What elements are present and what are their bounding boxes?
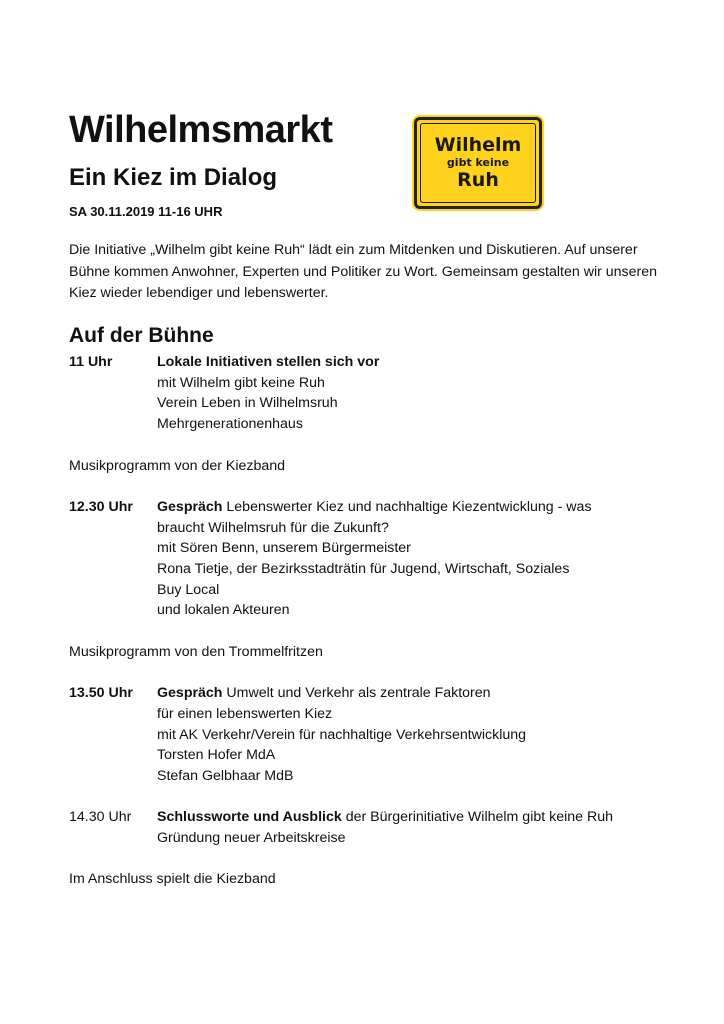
program-line: mit Wilhelm gibt keine Ruh bbox=[157, 374, 325, 391]
program-line: Stefan Gelbhaar MdB bbox=[157, 768, 294, 784]
program-line: Torsten Hofer MdA bbox=[157, 747, 276, 764]
event-date: SA 30.11.2019 11-16 UHR bbox=[69, 204, 223, 219]
program-headline bbox=[157, 807, 669, 828]
program-time: 14.30 Uhr bbox=[69, 809, 132, 826]
sign-line-1: Wilhelm bbox=[434, 133, 522, 156]
program-line: für einen lebenswerten Kiez bbox=[157, 705, 333, 722]
program-line: Mehrgenerationenhaus bbox=[157, 416, 303, 433]
program-headline bbox=[157, 352, 669, 373]
music-note: Musikprogramm von der Kiezband bbox=[69, 457, 286, 474]
program-details bbox=[157, 683, 669, 787]
program-item bbox=[69, 352, 669, 435]
program-lead: Schlussworte und Ausblick bbox=[157, 809, 342, 826]
program-line: Rona Tietje, der Bezirksstadträtin für Jugend, Wirtschaft, Soziales bbox=[157, 561, 570, 577]
music-note: Musikprogramm von den Trommelfritzen bbox=[69, 643, 323, 660]
page-subtitle: Ein Kiez im Dialog bbox=[69, 164, 278, 191]
program-details bbox=[157, 352, 669, 435]
program-line: und lokalen Akteuren bbox=[157, 602, 290, 619]
program-line: Gründung neuer Arbeitskreise bbox=[157, 830, 346, 847]
program-headline bbox=[157, 683, 669, 704]
section-heading: Auf der Bühne bbox=[69, 324, 214, 347]
program-item bbox=[69, 497, 669, 621]
program-line: mit AK Verkehr/Verein für nachhaltige Verkehrsentwicklung bbox=[157, 726, 527, 743]
closing-note: Im Anschluss spielt die Kiezband bbox=[69, 871, 276, 888]
program-line: braucht Wilhelmsruh für die Zukunft? bbox=[157, 519, 389, 536]
program-line: mit Sören Benn, unserem Bürgermeister bbox=[157, 540, 411, 557]
program-time: 12.30 Uhr bbox=[69, 498, 133, 515]
program-item bbox=[69, 683, 669, 787]
program-item bbox=[69, 807, 669, 848]
program-schedule bbox=[69, 352, 669, 890]
sign-line-3: Ruh bbox=[457, 169, 499, 192]
program-headline bbox=[157, 497, 669, 518]
page-title: Wilhelmsmarkt bbox=[69, 109, 333, 151]
program-lead-rest: der Bürgerinitiative Wilhelm gibt keine Ruh bbox=[341, 809, 614, 826]
program-lead: Gespräch bbox=[157, 685, 223, 702]
program-details bbox=[157, 807, 669, 848]
intro-paragraph: Die Initiative „Wilhelm gibt keine Ruh“ lädt ein zum Mitdenken und Diskutieren. Auf unserer Bühne kommen Anwohner, Experten und Politiker zu Wort. Gemeinsam gestalten wir unseren Kiez wieder lebendiger und lebenswerter. bbox=[69, 242, 658, 301]
program-details bbox=[157, 497, 669, 621]
program-lead-rest: Lebenswerter Kiez und nachhaltige Kiezentwicklung - was bbox=[222, 498, 592, 515]
sign-line-2: gibt keine bbox=[446, 155, 510, 169]
town-sign-logo bbox=[414, 117, 542, 209]
program-lead: Lokale Initiativen stellen sich vor bbox=[157, 354, 380, 370]
program-lead-rest: Umwelt und Verkehr als zentrale Faktoren bbox=[222, 685, 491, 702]
program-lead: Gespräch bbox=[157, 498, 223, 515]
program-time: 13.50 Uhr bbox=[69, 685, 133, 702]
program-line: Buy Local bbox=[157, 581, 220, 598]
program-time: 11 Uhr bbox=[69, 354, 113, 370]
program-line: Verein Leben in Wilhelmsruh bbox=[157, 395, 338, 412]
